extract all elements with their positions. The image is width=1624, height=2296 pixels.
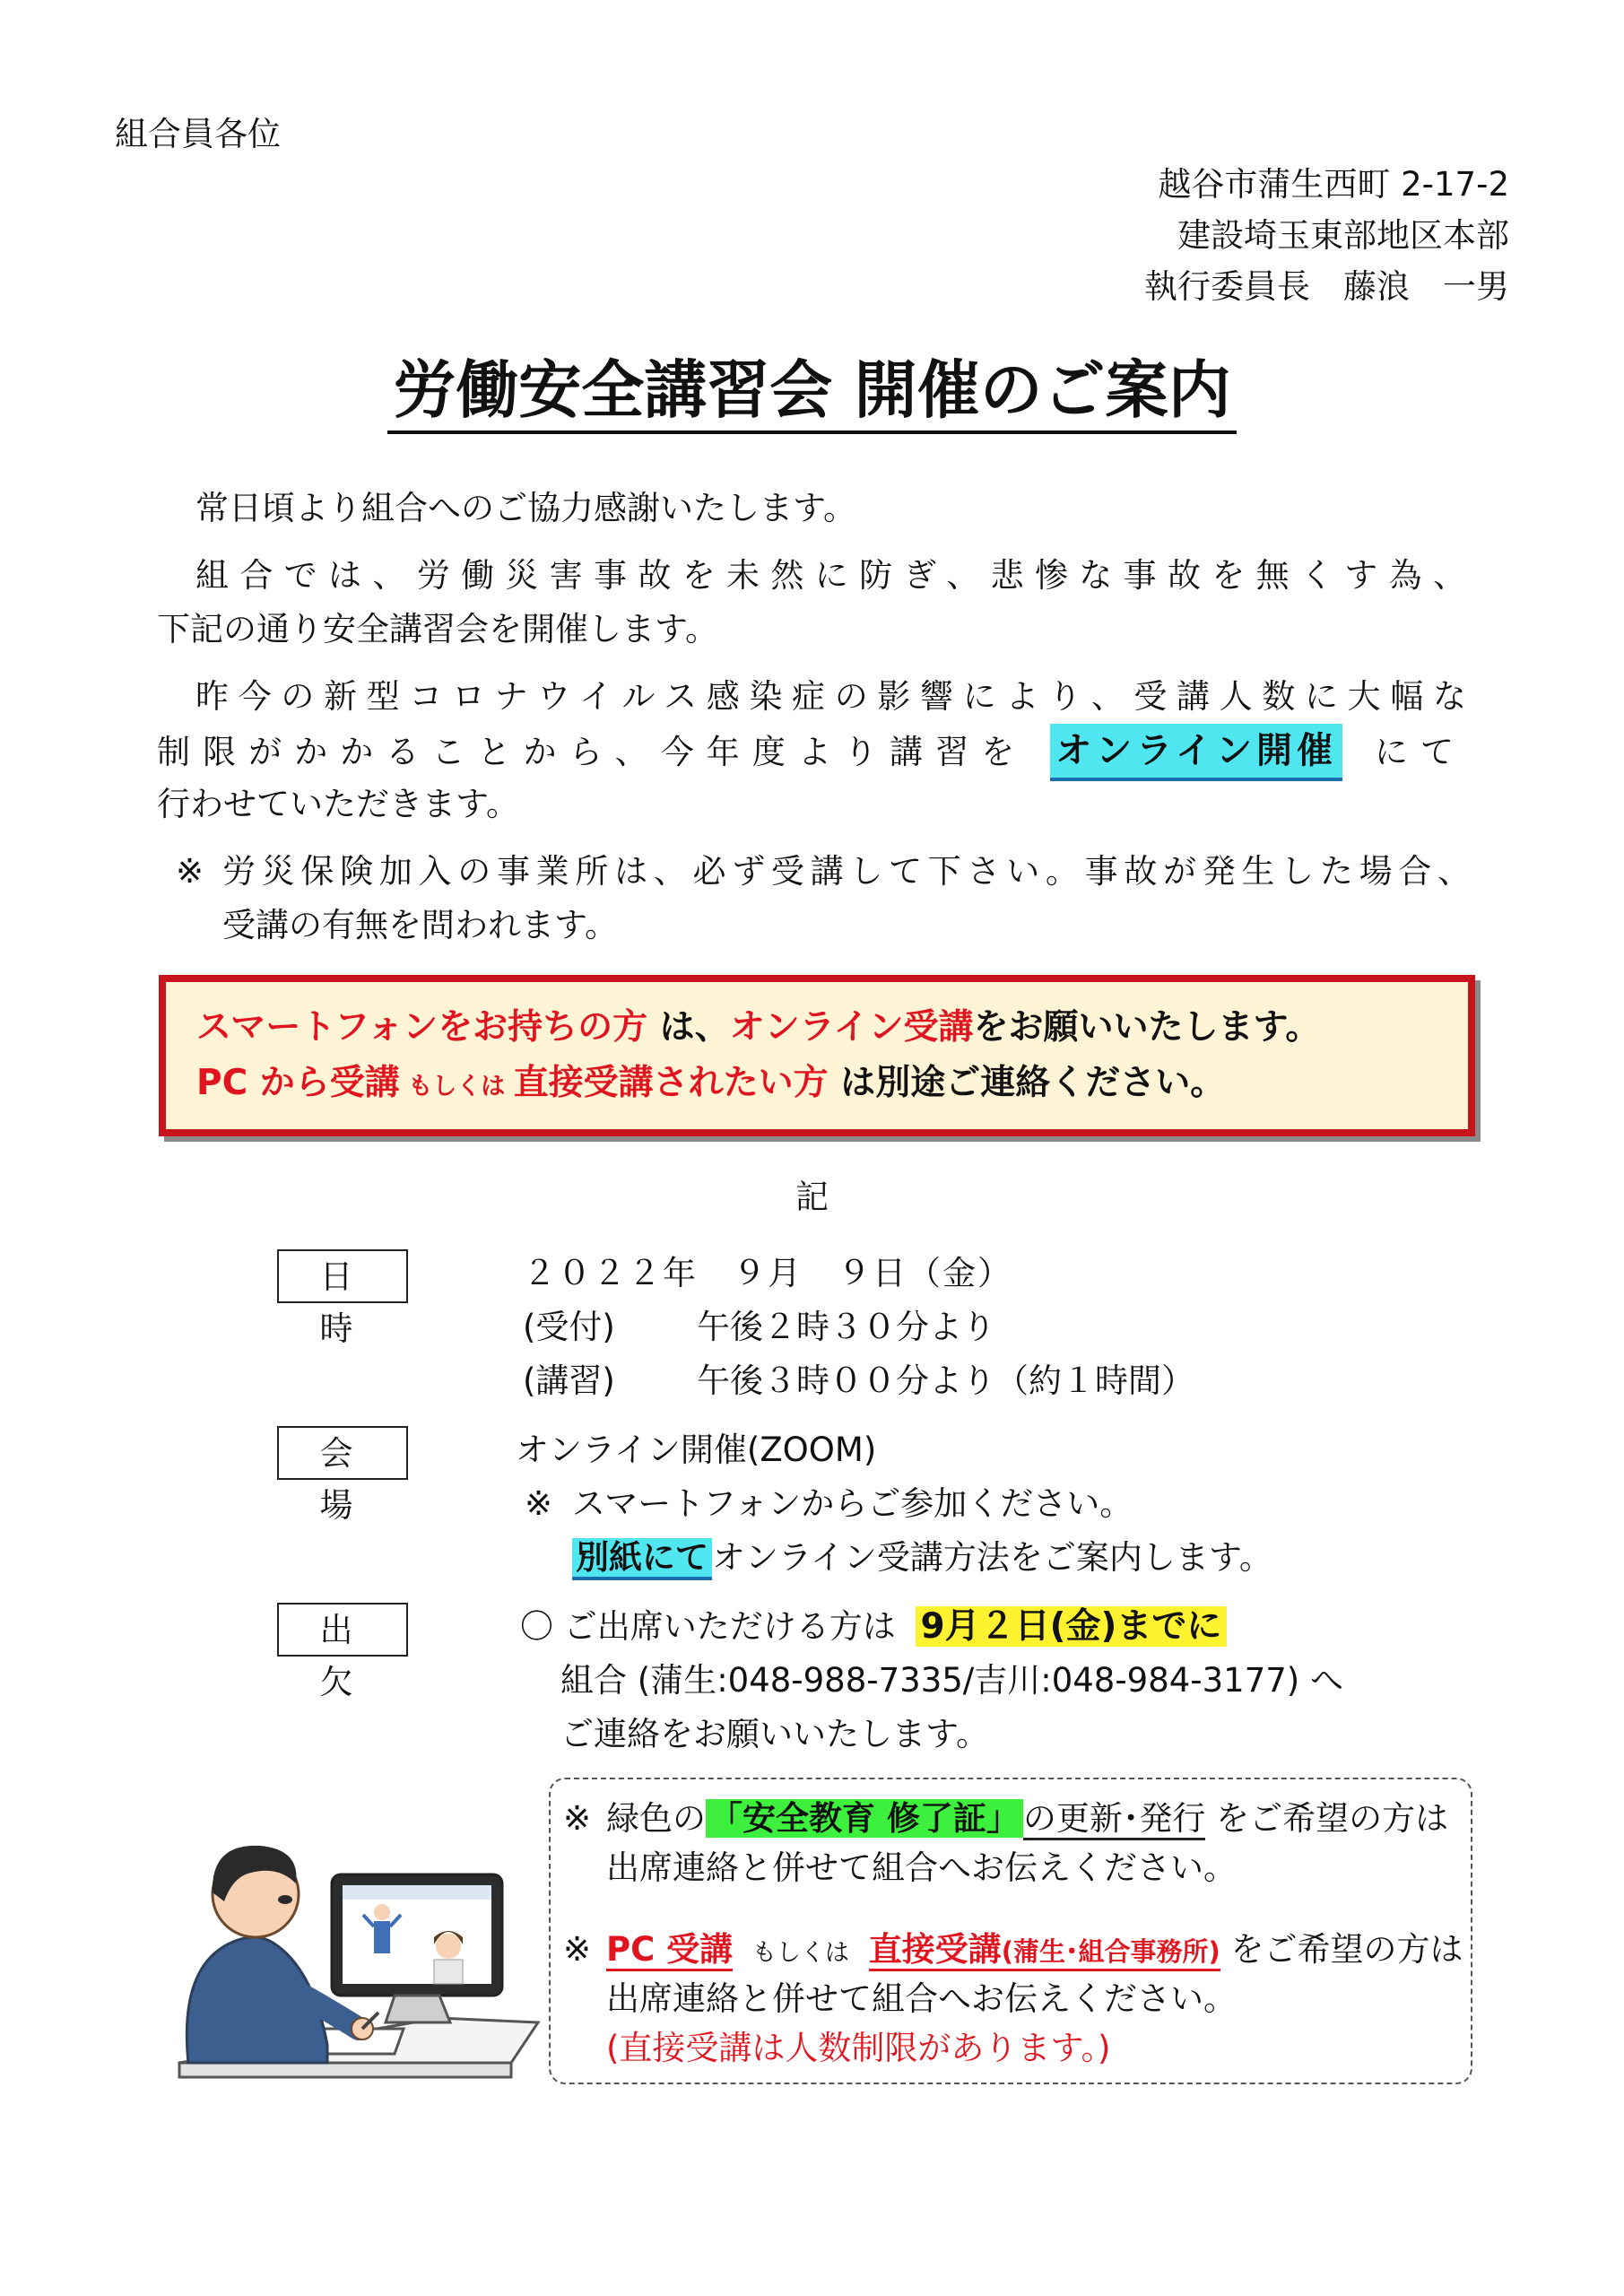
direct-course-label: 直接受講 <box>868 1930 1002 1969</box>
intro-p3-line2 <box>157 724 1466 781</box>
sender-address: 越谷市蒲生西町 2-17-2 <box>1158 165 1509 204</box>
notice-pc: PC から受講 <box>196 1063 400 1103</box>
intro-note-line1: 労災保険加入の事業所は、必ず受講して下さい。事故が発生した場合、 <box>222 852 1471 891</box>
certificate-highlight: 「安全教育 修了証」 <box>706 1799 1023 1838</box>
box-note1-text: 緑色の <box>606 1799 706 1838</box>
direct-course-place: (蒲生･組合事務所) <box>1001 1936 1220 1967</box>
intro-p1: 常日頃より組合へのご協力感謝いたします。 <box>195 489 857 527</box>
notice-box <box>159 975 1475 1136</box>
box-note2-line3: (直接受講は人数制限があります。) <box>606 2029 1111 2067</box>
notice-online: オンライン受講 <box>729 1007 974 1048</box>
online-highlight: オンライン開催 <box>1050 724 1342 781</box>
box-note2-mark: ※ <box>563 1930 592 1969</box>
intro-p2-line1: 組合では、労働災害事故を未然に防ぎ、悲惨な事故を無くす為、 <box>195 556 1466 595</box>
person-taking-online-class-illustration <box>170 1794 547 2099</box>
box-note1-line2: 出席連絡と併せて組合へお伝えください。 <box>606 1848 1237 1887</box>
notice-smartphone: スマートフォンをお持ちの方 <box>196 1007 648 1048</box>
label-venue: 会場 <box>277 1426 408 1480</box>
title-wrap <box>0 350 1624 434</box>
intro-p3-line2-end: にて <box>1375 733 1466 771</box>
notice-text: は、 <box>647 1007 730 1048</box>
separate-sheet-highlight: 別紙にて <box>572 1538 712 1580</box>
intro-note-mark: ※ <box>176 852 204 891</box>
attendance-contact: 組合 (蒲生:048-988-7335/吉川:048-984-3177) へ <box>560 1661 1344 1700</box>
box-note2-line2: 出席連絡と併せて組合へお伝えください。 <box>606 1979 1237 2018</box>
notice-text: をお願いいたします。 <box>973 1007 1321 1048</box>
venue-note: スマートフォンからご参加ください。 <box>572 1484 1133 1523</box>
notice-line2 <box>196 1056 1225 1115</box>
intro-p3-line3: 行わせていただきます。 <box>157 785 520 823</box>
circle-mark: 〇 <box>520 1607 553 1646</box>
notice-line1 <box>196 1000 1320 1056</box>
page-title: 労働安全講習会 開催のご案内 <box>387 350 1236 434</box>
box-note2-text: をご希望の方は <box>1220 1930 1463 1969</box>
notice-text: は別途ご連絡ください。 <box>828 1063 1226 1103</box>
pc-course: PC 受講 <box>606 1930 733 1971</box>
venue-note2: オンライン受講方法をご案内します。 <box>712 1538 1272 1577</box>
box-note1-line1 <box>606 1792 1448 1846</box>
notice-or: もしくは <box>399 1073 514 1100</box>
sender-chair: 執行委員長 藤浪 一男 <box>1144 267 1509 306</box>
schedule-date: ２０２２年 ９月 ９日（金） <box>523 1254 1012 1292</box>
box-note1-text: をご希望の方は <box>1205 1799 1449 1838</box>
reception-time: 午後２時３０分より <box>697 1308 995 1346</box>
reception-label: (受付) <box>523 1308 615 1346</box>
intro-note-line2: 受講の有無を問われます。 <box>222 906 619 944</box>
addressee: 組合員各位 <box>115 115 281 153</box>
intro-p2-line2: 下記の通り安全講習会を開催します。 <box>157 610 719 648</box>
direct-course <box>869 1930 1220 1971</box>
label-attendance: 出欠 <box>277 1603 408 1657</box>
notice-direct: 直接受講されたい方 <box>513 1063 829 1103</box>
venue-value: オンライン開催(ZOOM) <box>516 1431 877 1469</box>
venue-note-mark: ※ <box>525 1484 553 1523</box>
intro-p3-line2-text: 制限がかかることから、今年度より講習を <box>157 733 1015 771</box>
attendance-request: ご連絡をお願いいたします。 <box>560 1715 990 1753</box>
attendance-text: ご出席いただける方は <box>563 1607 896 1646</box>
lecture-label: (講習) <box>523 1361 615 1400</box>
attendance-line1 <box>520 1600 1227 1654</box>
lecture-time: 午後３時００分より（約１時間） <box>697 1361 1194 1400</box>
box-note1-mark: ※ <box>563 1799 592 1838</box>
intro-p3-line1: 昨今の新型コロナウイルス感染症の影響により、受講人数に大幅な <box>195 677 1466 716</box>
sender-block <box>1144 159 1509 312</box>
sender-org: 建設埼玉東部地区本部 <box>1177 216 1509 255</box>
box-note2-or: もしくは <box>751 1939 849 1967</box>
deadline-highlight: 9月２日(金)までに <box>916 1606 1228 1647</box>
box-note1-renewal: の更新･発行 <box>1023 1799 1206 1840</box>
venue-note2-line <box>572 1531 1272 1585</box>
label-schedule: 日時 <box>277 1249 408 1303</box>
ki-heading: 記 <box>795 1178 829 1216</box>
